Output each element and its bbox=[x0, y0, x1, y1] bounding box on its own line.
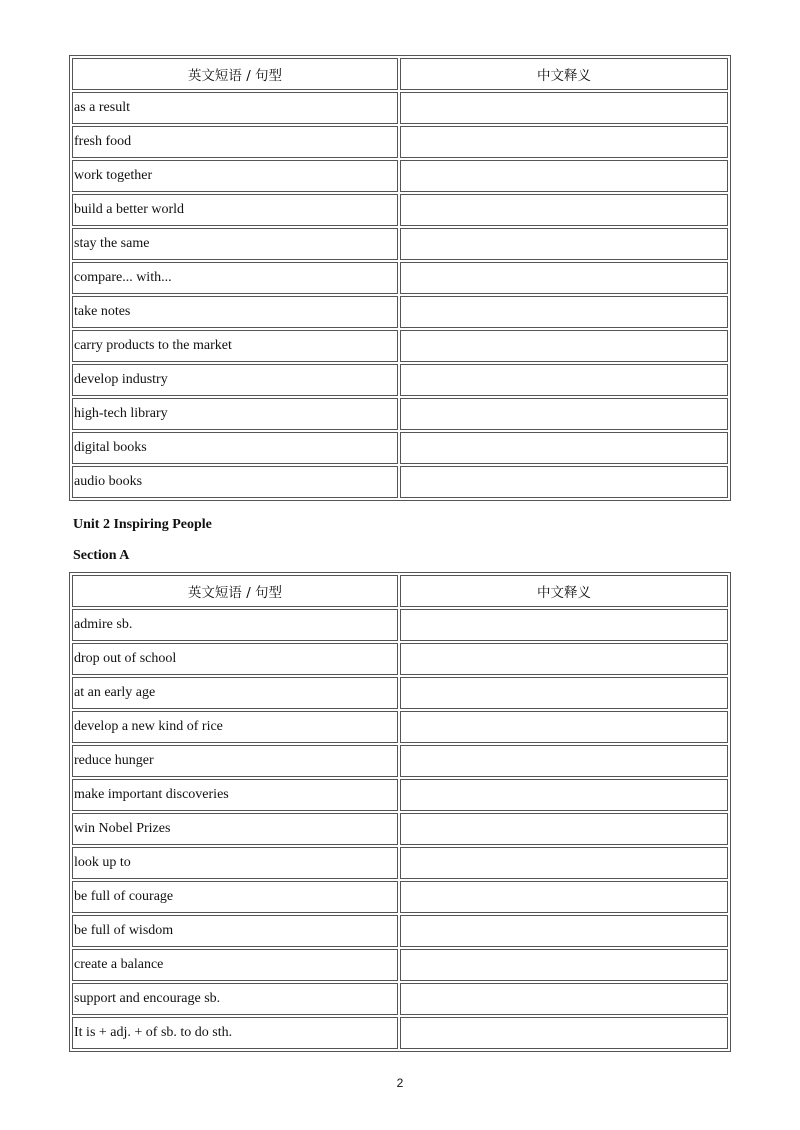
english-phrase-cell: admire sb. bbox=[72, 609, 398, 641]
chinese-meaning-answer-cell[interactable] bbox=[400, 126, 728, 158]
table-row bbox=[72, 779, 728, 811]
english-phrase-cell: support and encourage sb. bbox=[72, 983, 398, 1015]
table-row bbox=[72, 262, 728, 294]
chinese-meaning-answer-cell[interactable] bbox=[400, 711, 728, 743]
english-phrase-cell: audio books bbox=[72, 466, 398, 498]
table-row bbox=[72, 466, 728, 498]
english-phrase-cell: stay the same bbox=[72, 228, 398, 260]
english-phrase-cell: create a balance bbox=[72, 949, 398, 981]
table-row bbox=[72, 813, 728, 845]
chinese-meaning-answer-cell[interactable] bbox=[400, 609, 728, 641]
chinese-meaning-answer-cell[interactable] bbox=[400, 881, 728, 913]
english-phrase-cell: compare... with... bbox=[72, 262, 398, 294]
table-row bbox=[72, 881, 728, 913]
table-row bbox=[72, 643, 728, 675]
english-phrase-cell: win Nobel Prizes bbox=[72, 813, 398, 845]
table-header-row bbox=[72, 58, 728, 90]
vocabulary-table-unit1 bbox=[69, 55, 731, 501]
table-row bbox=[72, 398, 728, 430]
table-row bbox=[72, 1017, 728, 1049]
chinese-meaning-answer-cell[interactable] bbox=[400, 330, 728, 362]
chinese-meaning-answer-cell[interactable] bbox=[400, 813, 728, 845]
english-phrase-cell: carry products to the market bbox=[72, 330, 398, 362]
header-english-phrase: 英文短语 / 句型 bbox=[72, 58, 398, 90]
english-phrase-cell: look up to bbox=[72, 847, 398, 879]
table-row bbox=[72, 296, 728, 328]
english-phrase-cell: at an early age bbox=[72, 677, 398, 709]
header-chinese-meaning: 中文释义 bbox=[400, 58, 728, 90]
chinese-meaning-answer-cell[interactable] bbox=[400, 779, 728, 811]
english-phrase-cell: work together bbox=[72, 160, 398, 192]
english-phrase-cell: high-tech library bbox=[72, 398, 398, 430]
english-phrase-cell: fresh food bbox=[72, 126, 398, 158]
table-row bbox=[72, 609, 728, 641]
page-number: 2 bbox=[396, 1076, 404, 1090]
english-phrase-cell: It is + adj. + of sb. to do sth. bbox=[72, 1017, 398, 1049]
chinese-meaning-answer-cell[interactable] bbox=[400, 643, 728, 675]
chinese-meaning-answer-cell[interactable] bbox=[400, 364, 728, 396]
section-heading: Section A bbox=[73, 548, 130, 563]
chinese-meaning-answer-cell[interactable] bbox=[400, 983, 728, 1015]
chinese-meaning-answer-cell[interactable] bbox=[400, 847, 728, 879]
table-row bbox=[72, 745, 728, 777]
english-phrase-cell: build a better world bbox=[72, 194, 398, 226]
chinese-meaning-answer-cell[interactable] bbox=[400, 228, 728, 260]
chinese-meaning-answer-cell[interactable] bbox=[400, 915, 728, 947]
chinese-meaning-answer-cell[interactable] bbox=[400, 194, 728, 226]
chinese-meaning-answer-cell[interactable] bbox=[400, 1017, 728, 1049]
table-row bbox=[72, 949, 728, 981]
english-phrase-cell: digital books bbox=[72, 432, 398, 464]
table-row bbox=[72, 983, 728, 1015]
english-phrase-cell: develop a new kind of rice bbox=[72, 711, 398, 743]
chinese-meaning-answer-cell[interactable] bbox=[400, 949, 728, 981]
chinese-meaning-answer-cell[interactable] bbox=[400, 160, 728, 192]
unit-heading: Unit 2 Inspiring People bbox=[73, 517, 212, 532]
chinese-meaning-answer-cell[interactable] bbox=[400, 92, 728, 124]
english-phrase-cell: take notes bbox=[72, 296, 398, 328]
english-phrase-cell: develop industry bbox=[72, 364, 398, 396]
english-phrase-cell: drop out of school bbox=[72, 643, 398, 675]
table-row bbox=[72, 126, 728, 158]
vocabulary-table-unit2 bbox=[69, 572, 731, 1052]
english-phrase-cell: make important discoveries bbox=[72, 779, 398, 811]
table-row bbox=[72, 847, 728, 879]
table-row bbox=[72, 330, 728, 362]
table-row bbox=[72, 92, 728, 124]
chinese-meaning-answer-cell[interactable] bbox=[400, 466, 728, 498]
table-row bbox=[72, 915, 728, 947]
english-phrase-cell: reduce hunger bbox=[72, 745, 398, 777]
english-phrase-cell: be full of courage bbox=[72, 881, 398, 913]
header-english-phrase: 英文短语 / 句型 bbox=[72, 575, 398, 607]
table-row bbox=[72, 228, 728, 260]
table-row bbox=[72, 160, 728, 192]
chinese-meaning-answer-cell[interactable] bbox=[400, 398, 728, 430]
chinese-meaning-answer-cell[interactable] bbox=[400, 432, 728, 464]
english-phrase-cell: as a result bbox=[72, 92, 398, 124]
chinese-meaning-answer-cell[interactable] bbox=[400, 745, 728, 777]
table-row bbox=[72, 432, 728, 464]
chinese-meaning-answer-cell[interactable] bbox=[400, 677, 728, 709]
table-row bbox=[72, 711, 728, 743]
header-chinese-meaning: 中文释义 bbox=[400, 575, 728, 607]
table-row bbox=[72, 194, 728, 226]
table-header-row bbox=[72, 575, 728, 607]
table-row bbox=[72, 364, 728, 396]
english-phrase-cell: be full of wisdom bbox=[72, 915, 398, 947]
chinese-meaning-answer-cell[interactable] bbox=[400, 262, 728, 294]
table-row bbox=[72, 677, 728, 709]
chinese-meaning-answer-cell[interactable] bbox=[400, 296, 728, 328]
